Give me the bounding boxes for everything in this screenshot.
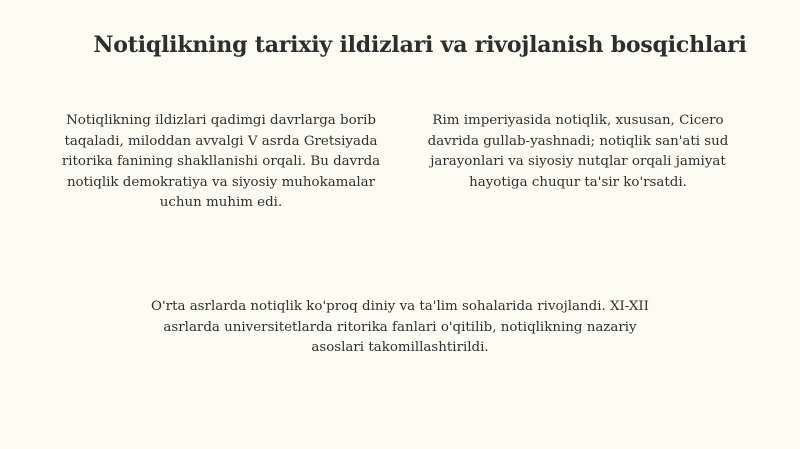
paragraph-ancient-greece: Notiqlikning ildizlari qadimgi davrlarga borib taqaladi, miloddan avvalgi V asrda Gretsiyada ritorika fanining shakllanishi orqali. Bu davrda notiqlik demokratiya va siyosiy muhokamalar uchun muhim edi. bbox=[61, 113, 381, 210]
paragraph-middle-ages: O'rta asrlarda notiqlik ko'proq diniy va ta'lim sohalarida rivojlandi. XI-XII asrlarda universitetlarda ritorika fanlari o'qitilib, notiqlikning nazariy asoslari takomillashtirildi. bbox=[151, 299, 649, 355]
slide-title: Notiqlikning tarixiy ildizlari va rivojlanish bosqichlari bbox=[93, 32, 747, 58]
paragraph-roman-empire: Rim imperiyasida notiqlik, xususan, Cicero davrida gullab-yashnadi; notiqlik san'ati sud jarayonlari va siyosiy nutqlar orqali jamiyat hayotiga chuqur ta'sir ko'rsatdi. bbox=[427, 113, 729, 190]
